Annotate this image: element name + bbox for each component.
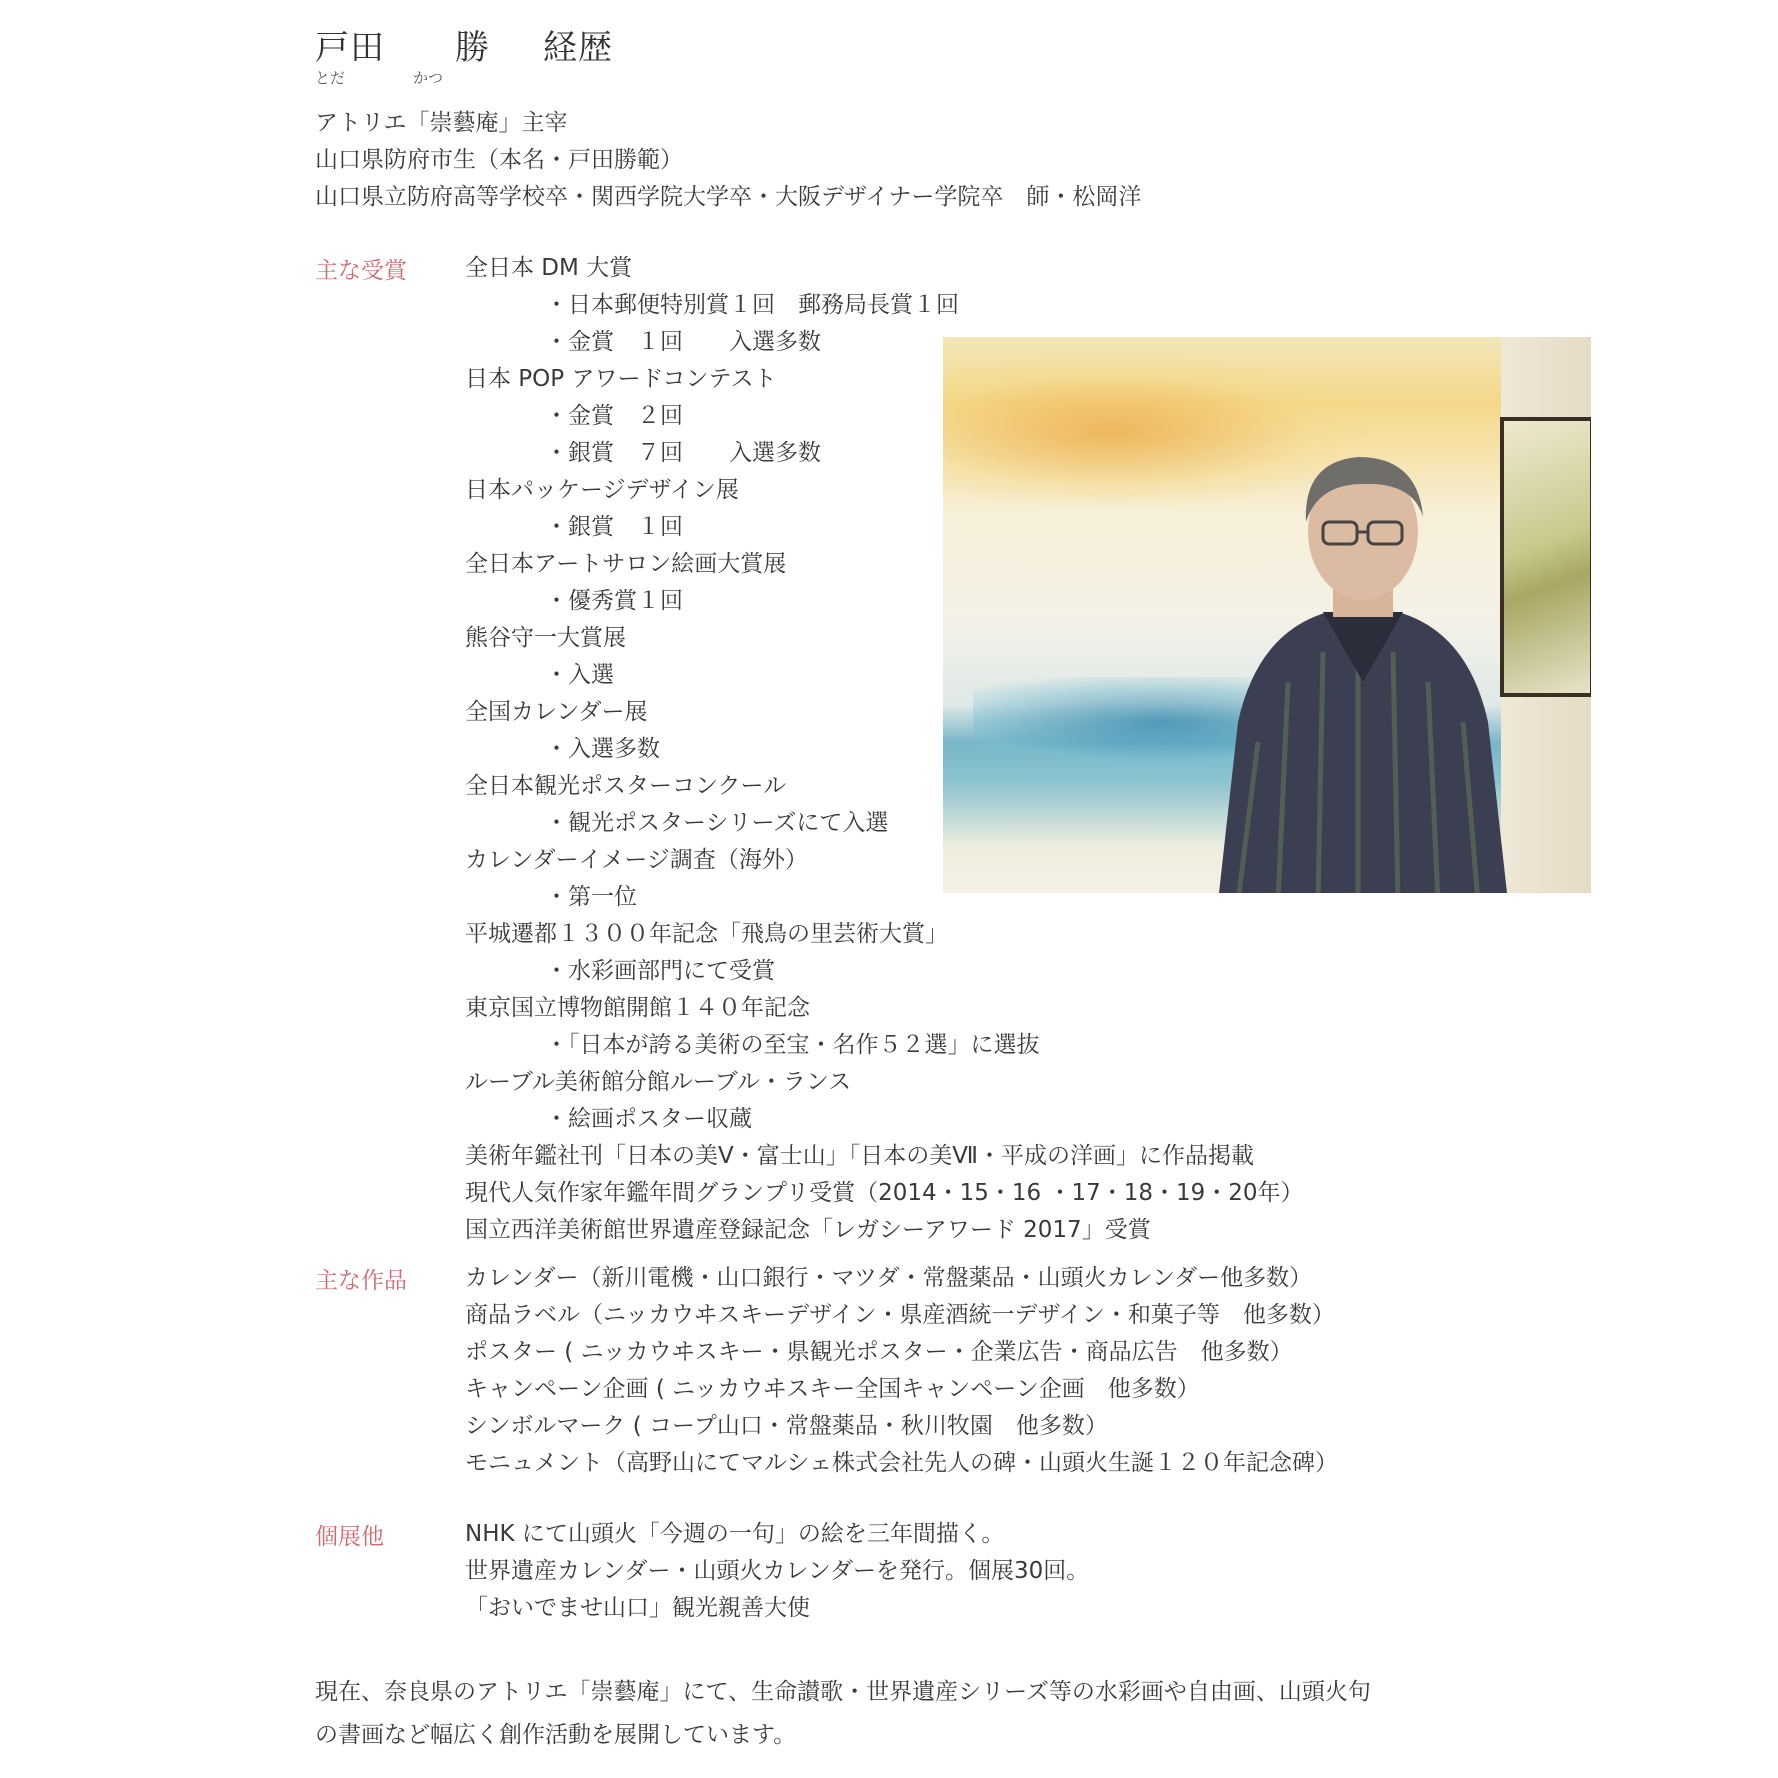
list-sub-item: ・優秀賞１回: [545, 588, 683, 614]
list-item: 「おいでませ山口」観光親善大使: [465, 1595, 810, 1621]
list-item: モニュメント（高野山にてマルシェ株式会社先人の碑・山頭火生誕１２０年記念碑）: [465, 1450, 1338, 1476]
exhibitions-label: 個展他: [315, 1524, 384, 1550]
list-item: 東京国立博物館開館１４０年記念: [465, 995, 810, 1021]
list-sub-item: ・入選: [545, 662, 614, 688]
list-sub-item: ・金賞 １回 入選多数: [545, 329, 821, 355]
list-item: キャンペーン企画 ( ニッカウヰスキー全国キャンペーン企画 他多数）: [465, 1376, 1200, 1402]
closing-paragraph: [315, 1671, 1371, 1757]
list-item: 平城遷都１３００年記念「飛鳥の里芸術大賞」: [465, 921, 948, 947]
list-item: 熊谷守一大賞展: [465, 625, 626, 651]
list-item: 全日本 DM 大賞: [465, 255, 633, 281]
list-sub-item: ・金賞 ２回: [545, 403, 683, 429]
given-name: 勝: [455, 28, 490, 68]
title-suffix: 経歴: [543, 28, 613, 68]
works-list: [465, 1260, 1338, 1482]
list-item: 世界遺産カレンダー・山頭火カレンダーを発行。個展30回。: [465, 1558, 1090, 1584]
list-item: カレンダー（新川電機・山口銀行・マツダ・常盤薬品・山頭火カレンダー他多数）: [465, 1265, 1313, 1291]
family-reading: とだ: [315, 69, 346, 87]
list-sub-item: ・日本郵便特別賞１回 郵務局長賞１回: [545, 292, 959, 318]
given-reading: かつ: [413, 69, 444, 87]
list-item: カレンダーイメージ調査（海外）: [465, 847, 808, 873]
artist-photo: [943, 337, 1591, 893]
list-item: ポスター ( ニッカウヰスキー・県観光ポスター・企業広告・商品広告 他多数）: [465, 1339, 1293, 1365]
closing-line: 現在、奈良県のアトリエ「崇藝庵」にて、生命讃歌・世界遺産シリーズ等の水彩画や自由画、山頭火句: [315, 1679, 1371, 1705]
list-sub-item: ・入選多数: [545, 736, 660, 762]
list-item: 日本 POP アワードコンテスト: [465, 366, 777, 392]
list-sub-item: ・絵画ポスター収蔵: [545, 1106, 752, 1132]
intro-line: 山口県防府市生（本名・戸田勝範）: [315, 147, 683, 173]
list-sub-item: ・銀賞 ７回 入選多数: [545, 440, 821, 466]
works-label: 主な作品: [315, 1268, 407, 1294]
list-sub-item: ・水彩画部門にて受賞: [545, 958, 775, 984]
list-item: 全国カレンダー展: [465, 699, 648, 725]
list-item: 日本パッケージデザイン展: [465, 477, 739, 503]
list-item: ルーブル美術館分館ルーブル・ランス: [465, 1069, 852, 1095]
intro-line: 山口県立防府高等学校卒・関西学院大学卒・大阪デザイナー学院卒 師・松岡洋: [315, 184, 1142, 210]
list-item: 全日本観光ポスターコンクール: [465, 773, 787, 799]
list-item: 現代人気作家年鑑年間グランプリ受賞（2014・15・16 ・17・18・19・20年）: [465, 1180, 1304, 1206]
list-item: 国立西洋美術館世界遺産登録記念「レガシーアワード 2017」受賞: [465, 1217, 1151, 1243]
list-item: 全日本アートサロン絵画大賞展: [465, 551, 787, 577]
list-sub-item: ・銀賞 １回: [545, 514, 683, 540]
name-heading: [315, 20, 613, 88]
list-item: シンボルマーク ( コープ山口・常盤薬品・秋川牧園 他多数）: [465, 1413, 1108, 1439]
list-sub-item: ・「日本が誇る美術の至宝・名作５２選」に選抜: [545, 1032, 1040, 1058]
list-item: 美術年鑑社刊「日本の美Ⅴ・富士山」「日本の美Ⅶ・平成の洋画」に作品掲載: [465, 1143, 1254, 1169]
intro-line: アトリエ「崇藝庵」主宰: [315, 110, 568, 136]
list-item: 商品ラベル（ニッカウヰスキーデザイン・県産酒統一デザイン・和菓子等 他多数）: [465, 1302, 1335, 1328]
family-name: 戸田: [315, 28, 385, 68]
awards-label: 主な受賞: [315, 258, 407, 284]
list-sub-item: ・観光ポスターシリーズにて入選: [545, 810, 889, 836]
exhibitions-list: [465, 1516, 1089, 1627]
closing-line: の書画など幅広く創作活動を展開しています。: [315, 1722, 797, 1748]
list-sub-item: ・第一位: [545, 884, 637, 910]
artist-portrait: [1198, 422, 1528, 893]
intro-block: [315, 105, 1141, 216]
list-item: NHK にて山頭火「今週の一句」の絵を三年間描く。: [465, 1521, 1005, 1547]
